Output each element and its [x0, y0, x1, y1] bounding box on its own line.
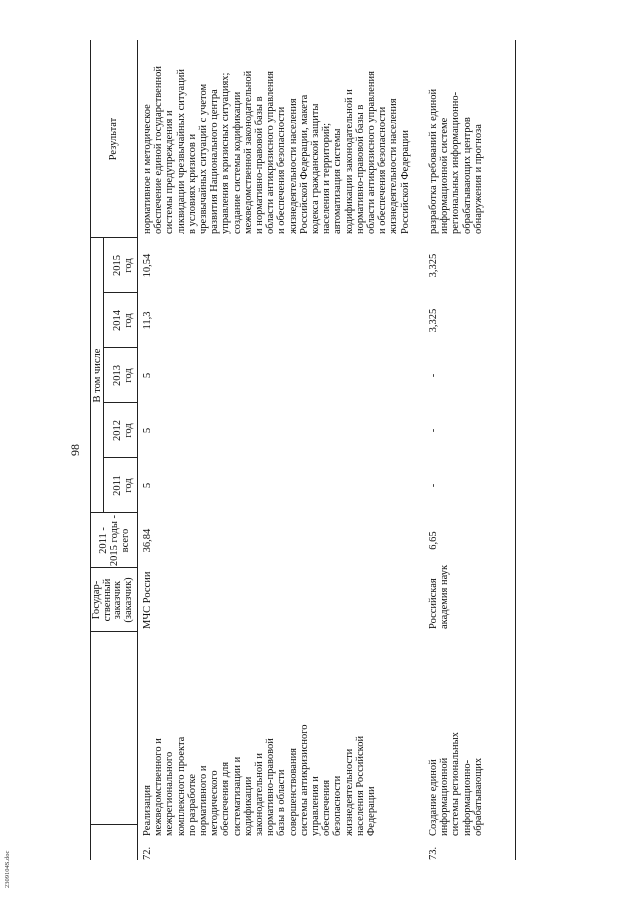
row-value-2014: 3,325	[428, 308, 439, 333]
row-number: 73.	[428, 846, 439, 860]
row-value-2013: 5	[142, 372, 153, 379]
header-bottom-rule	[137, 40, 138, 860]
row-result: нормативное и методическое обеспечение единой государственной системы предупреждения и ликвидации чрезвычайных ситуаций в условиях кризисов и чрезвычайных ситуаций с учетом развития Национального центра управления в кризисных ситуациях; создание системы кодификации межведомственной законодательной и нормативно-правовой базы в области антикризисного управления и обеспечения безопасности жизнедеятельности населения Российской Федерации, макета кодекса гражданской защиты населения и территорий; автоматизация системы кодификации законодательной и нормативно-правовой базы в области антикризисного управления и обеспечения безопасности жизнедеятельности населения Российской Федерации	[142, 66, 411, 234]
header-customer: Государ- ственный заказчик (заказчик)	[91, 577, 134, 623]
header-year-2014: 2014 год	[112, 310, 135, 331]
rotated-table-sheet	[60, 30, 560, 870]
row-value-2011: 5	[142, 482, 153, 489]
row-value-2013: -	[428, 373, 439, 378]
header-year-2011: 2011 год	[112, 475, 135, 496]
header-year-2012: 2012 год	[112, 420, 135, 441]
row-value-2015: 10,54	[142, 253, 153, 278]
row-measure: Реализация межведомственного и межрегионального комплексного проекта по разработке нормативного и методического обеспечения для систематизации и кодификации законодательной и нормативно-правовой базы в области совершенствования системы антикризисного управления и обеспечения безопасности жизнедеятельности населения Российской Федерации	[142, 724, 378, 836]
row-customer: Российская академия наук	[428, 564, 451, 629]
table-top-rule	[90, 40, 91, 860]
document-file-code: 2309104S.doc	[4, 850, 11, 888]
page-number: 98	[68, 444, 82, 456]
header-year-2013: 2013 год	[112, 365, 135, 386]
header-result: Результат	[108, 117, 119, 161]
col-divider-measure	[90, 824, 137, 825]
row-value-2011: -	[428, 483, 439, 488]
header-including: В том числе	[92, 348, 103, 403]
row-result: разработка требований к единой информационной системе региональных информационно- обрабатывающих центров обнаружения и прогноза	[428, 88, 484, 234]
row-number: 72.	[142, 846, 153, 860]
row-value-2015: 3,325	[428, 253, 439, 278]
row-customer: МЧС России	[142, 571, 153, 629]
row-total: 6,65	[428, 531, 439, 550]
row-value-2012: 5	[142, 427, 153, 434]
row-value-2012: -	[428, 428, 439, 433]
header-total: 2011 - 2015 годы - всего	[98, 514, 131, 567]
row-total: 36,84	[142, 528, 153, 553]
row-value-2014: 11,3	[142, 311, 153, 330]
table-bottom-rule	[515, 40, 516, 860]
row-measure: Создание единой информационной системы региональных информационно- обрабатывающих	[428, 732, 484, 836]
header-year-2015: 2015 год	[112, 255, 135, 276]
